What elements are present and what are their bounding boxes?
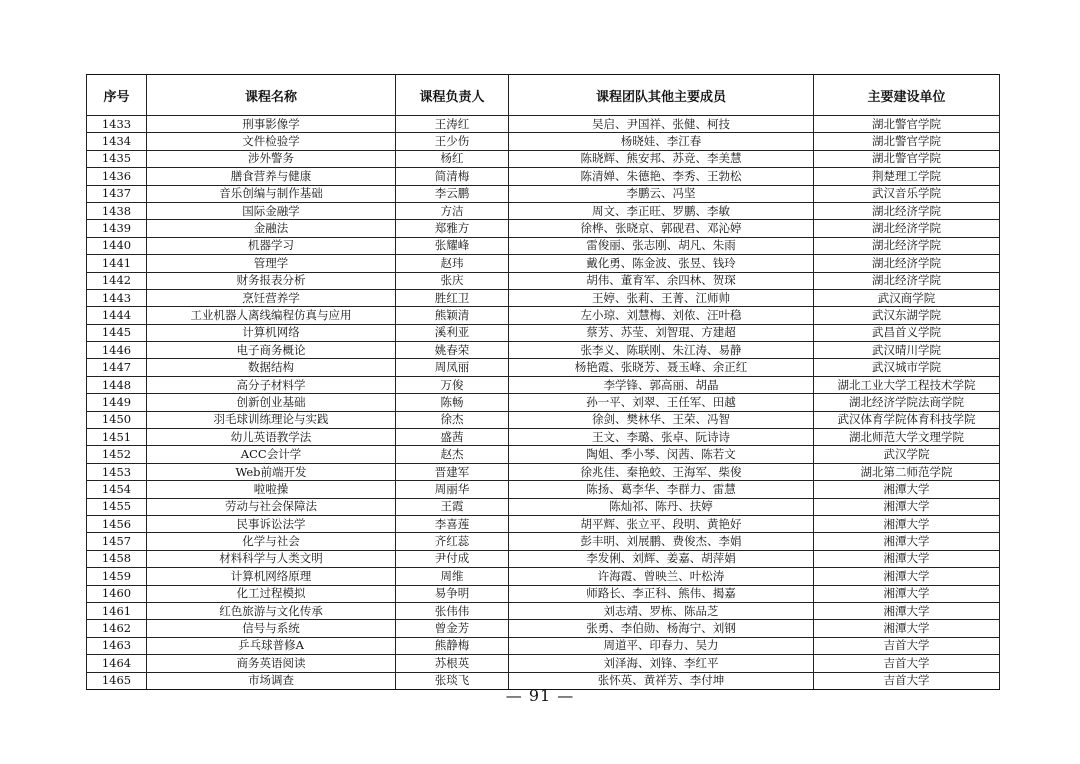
cell-institution: 武汉音乐学院 <box>814 185 1000 202</box>
cell-team-members: 周道平、印春力、吴力 <box>509 637 814 654</box>
cell-team-members: 徐兆佳、秦艳蛟、王海军、柴俊 <box>509 463 814 480</box>
table-body <box>87 116 1000 690</box>
cell-team-members: 彭丰明、刘展鹏、费俊杰、李娟 <box>509 533 814 550</box>
cell-institution: 湘潭大学 <box>814 550 1000 567</box>
cell-institution: 湖北经济学院 <box>814 255 1000 272</box>
cell-course-name: 乒乓球普修A <box>147 637 396 654</box>
cell-course-lead: 李喜莲 <box>396 515 509 532</box>
cell-course-name: 材料科学与人类文明 <box>147 550 396 567</box>
cell-institution: 湖北经济学院 <box>814 202 1000 219</box>
cell-course-lead: 周凤丽 <box>396 359 509 376</box>
cell-institution: 湖北工业大学工程技术学院 <box>814 376 1000 393</box>
cell-team-members: 李鹏云、冯坚 <box>509 185 814 202</box>
cell-team-members: 周文、李正旺、罗鹏、李敏 <box>509 202 814 219</box>
cell-course-lead: 陈畅 <box>396 394 509 411</box>
cell-course-lead: 张耀峰 <box>396 237 509 254</box>
table-row <box>87 289 1000 306</box>
cell-course-name: ACC会计学 <box>147 446 396 463</box>
cell-index: 1448 <box>87 376 147 393</box>
cell-course-name: 涉外警务 <box>147 150 396 167</box>
cell-institution: 吉首大学 <box>814 655 1000 672</box>
cell-course-lead: 张琰飞 <box>396 672 509 689</box>
cell-course-name: 创新创业基础 <box>147 394 396 411</box>
table-row <box>87 655 1000 672</box>
cell-index: 1463 <box>87 637 147 654</box>
table-row <box>87 620 1000 637</box>
cell-institution: 湖北警官学院 <box>814 133 1000 150</box>
cell-team-members: 戴化勇、陈金波、张昱、钱玲 <box>509 255 814 272</box>
cell-course-lead: 张伟伟 <box>396 602 509 619</box>
table-row <box>87 533 1000 550</box>
table-row <box>87 202 1000 219</box>
cell-team-members: 杨晓娃、李江春 <box>509 133 814 150</box>
cell-course-lead: 溪利亚 <box>396 324 509 341</box>
cell-team-members: 陈晓辉、熊安邦、苏竞、李美慧 <box>509 150 814 167</box>
cell-course-name: 财务报表分析 <box>147 272 396 289</box>
cell-team-members: 孙一平、刘翠、王任军、田越 <box>509 394 814 411</box>
cell-index: 1464 <box>87 655 147 672</box>
cell-course-name: 音乐创编与制作基础 <box>147 185 396 202</box>
cell-course-lead: 郑雅方 <box>396 220 509 237</box>
cell-course-name: 民事诉讼法学 <box>147 515 396 532</box>
cell-team-members: 吴启、尹国祥、张健、柯技 <box>509 116 814 133</box>
cell-team-members: 师路长、李正科、熊伟、揭嘉 <box>509 585 814 602</box>
cell-team-members: 张怀英、黄祥芳、李付坤 <box>509 672 814 689</box>
header-team-members: 课程团队其他主要成员 <box>509 75 814 116</box>
cell-index: 1456 <box>87 515 147 532</box>
cell-course-lead: 徐杰 <box>396 411 509 428</box>
cell-index: 1453 <box>87 463 147 480</box>
cell-index: 1457 <box>87 533 147 550</box>
table-row <box>87 133 1000 150</box>
cell-course-name: 数据结构 <box>147 359 396 376</box>
cell-index: 1435 <box>87 150 147 167</box>
cell-index: 1438 <box>87 202 147 219</box>
cell-course-lead: 晋建军 <box>396 463 509 480</box>
cell-team-members: 李发俐、刘辉、姜嘉、胡萍娟 <box>509 550 814 567</box>
table-row <box>87 168 1000 185</box>
cell-institution: 吉首大学 <box>814 637 1000 654</box>
table-row <box>87 237 1000 254</box>
cell-institution: 武汉学院 <box>814 446 1000 463</box>
table-row <box>87 255 1000 272</box>
cell-course-name: 高分子材料学 <box>147 376 396 393</box>
cell-course-lead: 方洁 <box>396 202 509 219</box>
cell-course-lead: 简清梅 <box>396 168 509 185</box>
cell-course-lead: 尹付成 <box>396 550 509 567</box>
cell-institution: 湘潭大学 <box>814 568 1000 585</box>
table-row <box>87 324 1000 341</box>
cell-team-members: 陈扬、葛李华、李群力、雷慧 <box>509 481 814 498</box>
cell-index: 1434 <box>87 133 147 150</box>
cell-course-name: 信号与系统 <box>147 620 396 637</box>
cell-course-name: 文件检验学 <box>147 133 396 150</box>
cell-course-lead: 易争明 <box>396 585 509 602</box>
cell-team-members: 陶姐、季小琴、闵茜、陈若文 <box>509 446 814 463</box>
cell-course-name: 工业机器人离线编程仿真与应用 <box>147 307 396 324</box>
cell-team-members: 陈清婵、朱德艳、李秀、王勃松 <box>509 168 814 185</box>
table-row <box>87 411 1000 428</box>
cell-course-name: 幼儿英语教学法 <box>147 429 396 446</box>
cell-course-lead: 曾金芳 <box>396 620 509 637</box>
table-row <box>87 394 1000 411</box>
cell-course-lead: 张庆 <box>396 272 509 289</box>
cell-index: 1436 <box>87 168 147 185</box>
cell-index: 1450 <box>87 411 147 428</box>
cell-institution: 武汉体育学院体育科技学院 <box>814 411 1000 428</box>
cell-index: 1439 <box>87 220 147 237</box>
cell-course-name: 计算机网络原理 <box>147 568 396 585</box>
cell-institution: 湘潭大学 <box>814 585 1000 602</box>
cell-course-lead: 苏根英 <box>396 655 509 672</box>
table-row <box>87 359 1000 376</box>
header-row <box>87 75 1000 116</box>
cell-institution: 湖北经济学院法商学院 <box>814 394 1000 411</box>
cell-team-members: 徐桦、张晓京、郭砚君、邓沁婷 <box>509 220 814 237</box>
cell-index: 1460 <box>87 585 147 602</box>
cell-index: 1449 <box>87 394 147 411</box>
cell-institution: 湖北警官学院 <box>814 150 1000 167</box>
cell-course-lead: 赵杰 <box>396 446 509 463</box>
cell-team-members: 刘志靖、罗栋、陈品芝 <box>509 602 814 619</box>
cell-institution: 湖北经济学院 <box>814 220 1000 237</box>
cell-course-lead: 王霞 <box>396 498 509 515</box>
cell-course-name: 红色旅游与文化传承 <box>147 602 396 619</box>
cell-course-name: 管理学 <box>147 255 396 272</box>
header-course-name: 课程名称 <box>147 75 396 116</box>
cell-index: 1462 <box>87 620 147 637</box>
cell-index: 1447 <box>87 359 147 376</box>
header-institution: 主要建设单位 <box>814 75 1000 116</box>
table-row <box>87 585 1000 602</box>
cell-team-members: 李学锋、郭高丽、胡晶 <box>509 376 814 393</box>
cell-institution: 湖北第二师范学院 <box>814 463 1000 480</box>
table-row <box>87 463 1000 480</box>
cell-course-name: Web前端开发 <box>147 463 396 480</box>
cell-index: 1443 <box>87 289 147 306</box>
table-row <box>87 498 1000 515</box>
cell-institution: 武汉商学院 <box>814 289 1000 306</box>
table-row <box>87 550 1000 567</box>
cell-course-name: 烹饪营养学 <box>147 289 396 306</box>
cell-institution: 湘潭大学 <box>814 602 1000 619</box>
cell-index: 1446 <box>87 342 147 359</box>
cell-course-lead: 杨红 <box>396 150 509 167</box>
cell-course-lead: 周维 <box>396 568 509 585</box>
cell-team-members: 刘泽海、刘锋、李红平 <box>509 655 814 672</box>
cell-course-name: 金融法 <box>147 220 396 237</box>
cell-institution: 吉首大学 <box>814 672 1000 689</box>
cell-course-lead: 王少伤 <box>396 133 509 150</box>
cell-course-name: 啦啦操 <box>147 481 396 498</box>
cell-course-name: 刑事影像学 <box>147 116 396 133</box>
table-row <box>87 568 1000 585</box>
cell-team-members: 王婷、张莉、王菁、江师帅 <box>509 289 814 306</box>
cell-index: 1441 <box>87 255 147 272</box>
cell-team-members: 杨艳霞、张晓芳、聂玉峰、余正红 <box>509 359 814 376</box>
cell-index: 1433 <box>87 116 147 133</box>
course-table <box>86 74 1000 690</box>
cell-team-members: 许海霞、曾映兰、叶松涛 <box>509 568 814 585</box>
cell-institution: 湖北警官学院 <box>814 116 1000 133</box>
cell-index: 1461 <box>87 602 147 619</box>
cell-institution: 湘潭大学 <box>814 498 1000 515</box>
cell-team-members: 胡平辉、张立平、段明、黄艳好 <box>509 515 814 532</box>
cell-team-members: 张勇、李伯勋、杨海宁、刘钢 <box>509 620 814 637</box>
cell-course-lead: 王涛红 <box>396 116 509 133</box>
cell-institution: 湘潭大学 <box>814 481 1000 498</box>
table-row <box>87 116 1000 133</box>
cell-course-lead: 周丽华 <box>396 481 509 498</box>
cell-institution: 武汉晴川学院 <box>814 342 1000 359</box>
cell-team-members: 胡伟、董育军、余四林、贺琛 <box>509 272 814 289</box>
cell-course-lead: 赵玮 <box>396 255 509 272</box>
cell-institution: 湖北师范大学文理学院 <box>814 429 1000 446</box>
cell-team-members: 陈灿祁、陈丹、扶婷 <box>509 498 814 515</box>
table-row <box>87 602 1000 619</box>
cell-index: 1442 <box>87 272 147 289</box>
cell-course-name: 劳动与社会保障法 <box>147 498 396 515</box>
cell-team-members: 左小琼、刘慧梅、刘侬、汪叶稳 <box>509 307 814 324</box>
cell-course-name: 电子商务概论 <box>147 342 396 359</box>
cell-institution: 武昌首义学院 <box>814 324 1000 341</box>
cell-index: 1454 <box>87 481 147 498</box>
cell-index: 1465 <box>87 672 147 689</box>
header-course-lead: 课程负责人 <box>396 75 509 116</box>
cell-institution: 武汉东湖学院 <box>814 307 1000 324</box>
cell-course-name: 国际金融学 <box>147 202 396 219</box>
table-row <box>87 481 1000 498</box>
cell-course-name: 计算机网络 <box>147 324 396 341</box>
cell-course-name: 机器学习 <box>147 237 396 254</box>
cell-team-members: 徐剑、樊林华、王荣、冯智 <box>509 411 814 428</box>
cell-team-members: 王文、李璐、张卓、阮诗诗 <box>509 429 814 446</box>
cell-course-lead: 熊颖清 <box>396 307 509 324</box>
table-row <box>87 150 1000 167</box>
cell-course-name: 化工过程模拟 <box>147 585 396 602</box>
cell-course-name: 羽毛球训练理论与实践 <box>147 411 396 428</box>
table-row <box>87 307 1000 324</box>
table-row <box>87 376 1000 393</box>
cell-institution: 武汉城市学院 <box>814 359 1000 376</box>
cell-institution: 湘潭大学 <box>814 515 1000 532</box>
cell-institution: 荆楚理工学院 <box>814 168 1000 185</box>
cell-course-name: 市场调查 <box>147 672 396 689</box>
cell-team-members: 蔡芳、苏莹、刘智琨、方建超 <box>509 324 814 341</box>
cell-institution: 湖北经济学院 <box>814 237 1000 254</box>
cell-course-lead: 李云鹏 <box>396 185 509 202</box>
cell-index: 1451 <box>87 429 147 446</box>
cell-course-name: 膳食营养与健康 <box>147 168 396 185</box>
cell-course-lead: 齐红蕊 <box>396 533 509 550</box>
cell-index: 1455 <box>87 498 147 515</box>
cell-institution: 湘潭大学 <box>814 533 1000 550</box>
table-row <box>87 220 1000 237</box>
cell-course-lead: 万俊 <box>396 376 509 393</box>
cell-institution: 湘潭大学 <box>814 620 1000 637</box>
cell-team-members: 张李义、陈联刚、朱江涛、易静 <box>509 342 814 359</box>
page-number: — 91 — <box>505 686 575 705</box>
table-row <box>87 272 1000 289</box>
cell-index: 1440 <box>87 237 147 254</box>
cell-course-name: 商务英语阅读 <box>147 655 396 672</box>
cell-course-name: 化学与社会 <box>147 533 396 550</box>
cell-index: 1437 <box>87 185 147 202</box>
cell-institution: 湖北经济学院 <box>814 272 1000 289</box>
cell-index: 1445 <box>87 324 147 341</box>
cell-index: 1452 <box>87 446 147 463</box>
table-row <box>87 185 1000 202</box>
cell-course-lead: 姚春荣 <box>396 342 509 359</box>
cell-index: 1459 <box>87 568 147 585</box>
table-row <box>87 342 1000 359</box>
header-index: 序号 <box>87 75 147 116</box>
cell-course-lead: 盛茜 <box>396 429 509 446</box>
table-row <box>87 446 1000 463</box>
cell-course-lead: 熊静梅 <box>396 637 509 654</box>
cell-index: 1444 <box>87 307 147 324</box>
table-row <box>87 515 1000 532</box>
cell-course-lead: 胜红卫 <box>396 289 509 306</box>
table-row <box>87 637 1000 654</box>
table-row <box>87 429 1000 446</box>
cell-index: 1458 <box>87 550 147 567</box>
cell-team-members: 雷俊丽、张志刚、胡凡、朱雨 <box>509 237 814 254</box>
